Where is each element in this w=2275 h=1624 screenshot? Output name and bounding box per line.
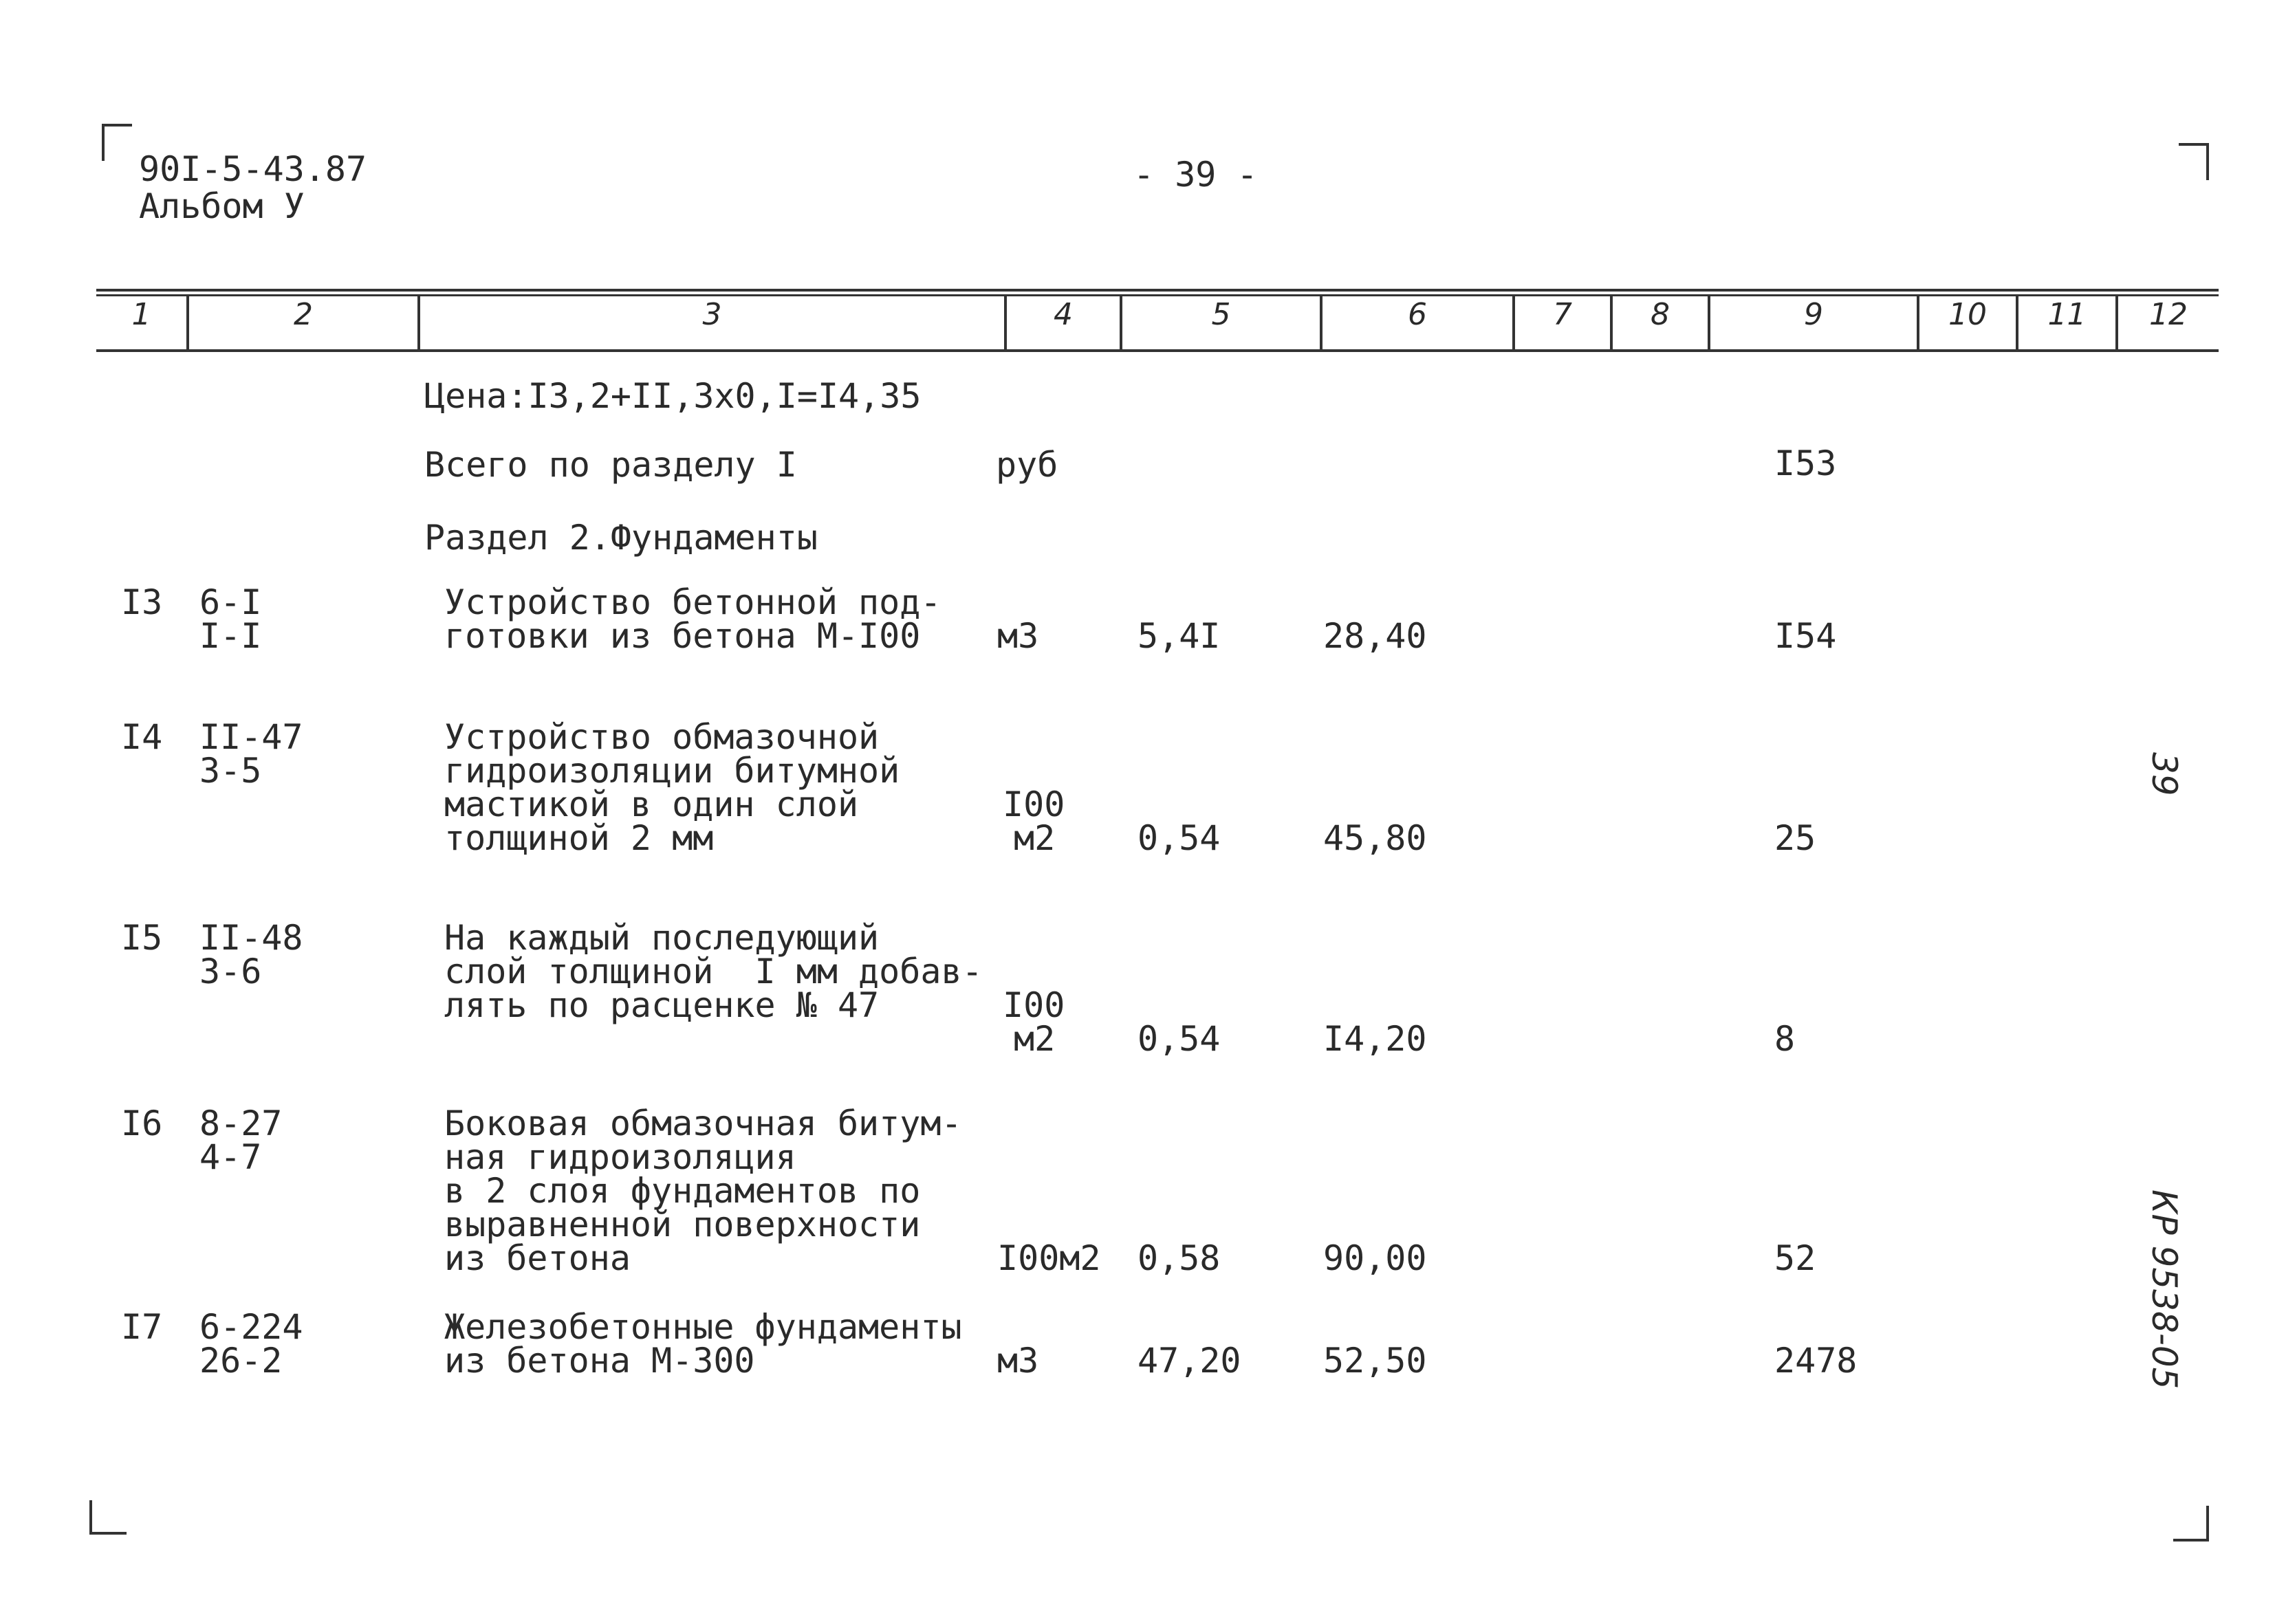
row-number: I4 [121,717,163,757]
row-description: Боковая обмазочная битум- [444,1104,962,1143]
row-description: в 2 слоя фундаментов по [444,1171,921,1211]
column-number: 8 [1651,297,1670,332]
column-number: 4 [1054,297,1073,332]
corner-mark-top-left [102,124,132,161]
column-number: 11 [2047,297,2087,332]
row-unit: м3 [997,1341,1039,1381]
album-label: Альбом У [139,186,305,226]
column-number: 9 [1804,297,1823,332]
row-description: Устройство бетонной под- [444,582,941,622]
row-number: I3 [121,582,163,622]
column-number: 1 [131,297,151,332]
row-number: I7 [121,1307,163,1347]
row-code: 26-2 [199,1341,283,1381]
row-quantity: 5,4I [1138,616,1221,656]
row-unit: м2 [1014,818,1056,858]
row-unit: м2 [1014,1019,1056,1059]
page-number: - 39 - [1133,155,1258,195]
row-unit: м3 [997,616,1039,656]
row-total: I54 [1774,616,1837,656]
row-description: выравненной поверхности [444,1205,921,1244]
row-quantity: 47,20 [1138,1341,1241,1381]
row-description: гидроизоляции битумной [444,751,900,791]
row-description: из бетона [444,1238,631,1278]
row-description: Устройство обмазочной [444,717,880,757]
row-description: На каждый последующий [444,918,880,958]
column-number: 12 [2149,297,2188,332]
row-description: мастикой в один слой [444,784,859,824]
row-unit: I00 [1003,985,1065,1025]
row-number: I6 [121,1104,163,1143]
section1-total-value: I53 [1774,443,1837,483]
section1-total-unit: руб [996,445,1058,485]
row-total: 25 [1774,818,1816,858]
table-header-bottom-rule [96,349,2219,352]
row-code: 3-5 [199,751,262,791]
row-description: толщиной 2 мм [444,818,714,858]
row-price: 90,00 [1323,1238,1427,1278]
column-number: 6 [1408,297,1427,332]
row-description: из бетона М-300 [444,1341,755,1381]
row-number: I5 [121,918,163,958]
table-top-rule [96,289,2219,292]
row-price: 28,40 [1323,616,1427,656]
row-code: 8-27 [199,1104,283,1143]
row-code: 6-I [199,582,262,622]
table-top-rule-inner [96,294,2219,296]
margin-page-mark: 39 [2144,752,2184,796]
row-total: 52 [1774,1238,1816,1278]
row-description: лять по расценке № 47 [444,985,880,1025]
corner-mark-bottom-left [89,1500,127,1535]
margin-archive-code: КР 9538-05 [2144,1189,2184,1390]
column-number: 5 [1211,297,1231,332]
price-note: Цена:I3,2+II,3x0,I=I4,35 [424,376,922,416]
column-number: 7 [1553,297,1572,332]
row-quantity: 0,54 [1138,1019,1221,1059]
row-unit: I00м2 [997,1238,1101,1278]
row-price: 52,50 [1323,1341,1427,1381]
row-unit: I00 [1003,784,1065,824]
row-code: II-48 [199,918,303,958]
row-total: 8 [1774,1019,1796,1059]
corner-mark-bottom-right [2173,1506,2209,1541]
column-number: 10 [1948,297,1987,332]
row-quantity: 0,54 [1138,818,1221,858]
corner-mark-top-right [2179,143,2209,180]
row-code: II-47 [199,717,303,757]
column-number: 3 [702,297,722,332]
row-code: 3-6 [199,952,262,991]
row-code: 6-224 [199,1307,303,1347]
row-price: 45,80 [1323,818,1427,858]
column-number: 2 [294,297,313,332]
row-code: 4-7 [199,1137,262,1177]
doc-number: 90I-5-43.87 [139,149,367,189]
row-description: готовки из бетона М-I00 [444,616,921,656]
row-description: ная гидроизоляция [444,1137,796,1177]
row-total: 2478 [1774,1341,1858,1381]
row-code: I-I [199,616,262,656]
row-description: Железобетонные фундаменты [444,1307,962,1347]
section2-title: Раздел 2.Фундаменты [424,518,818,558]
row-price: I4,20 [1323,1019,1427,1059]
section1-total-label: Всего по разделу I [424,445,797,485]
row-quantity: 0,58 [1138,1238,1221,1278]
row-description: слой толщиной I мм добав- [444,952,983,991]
